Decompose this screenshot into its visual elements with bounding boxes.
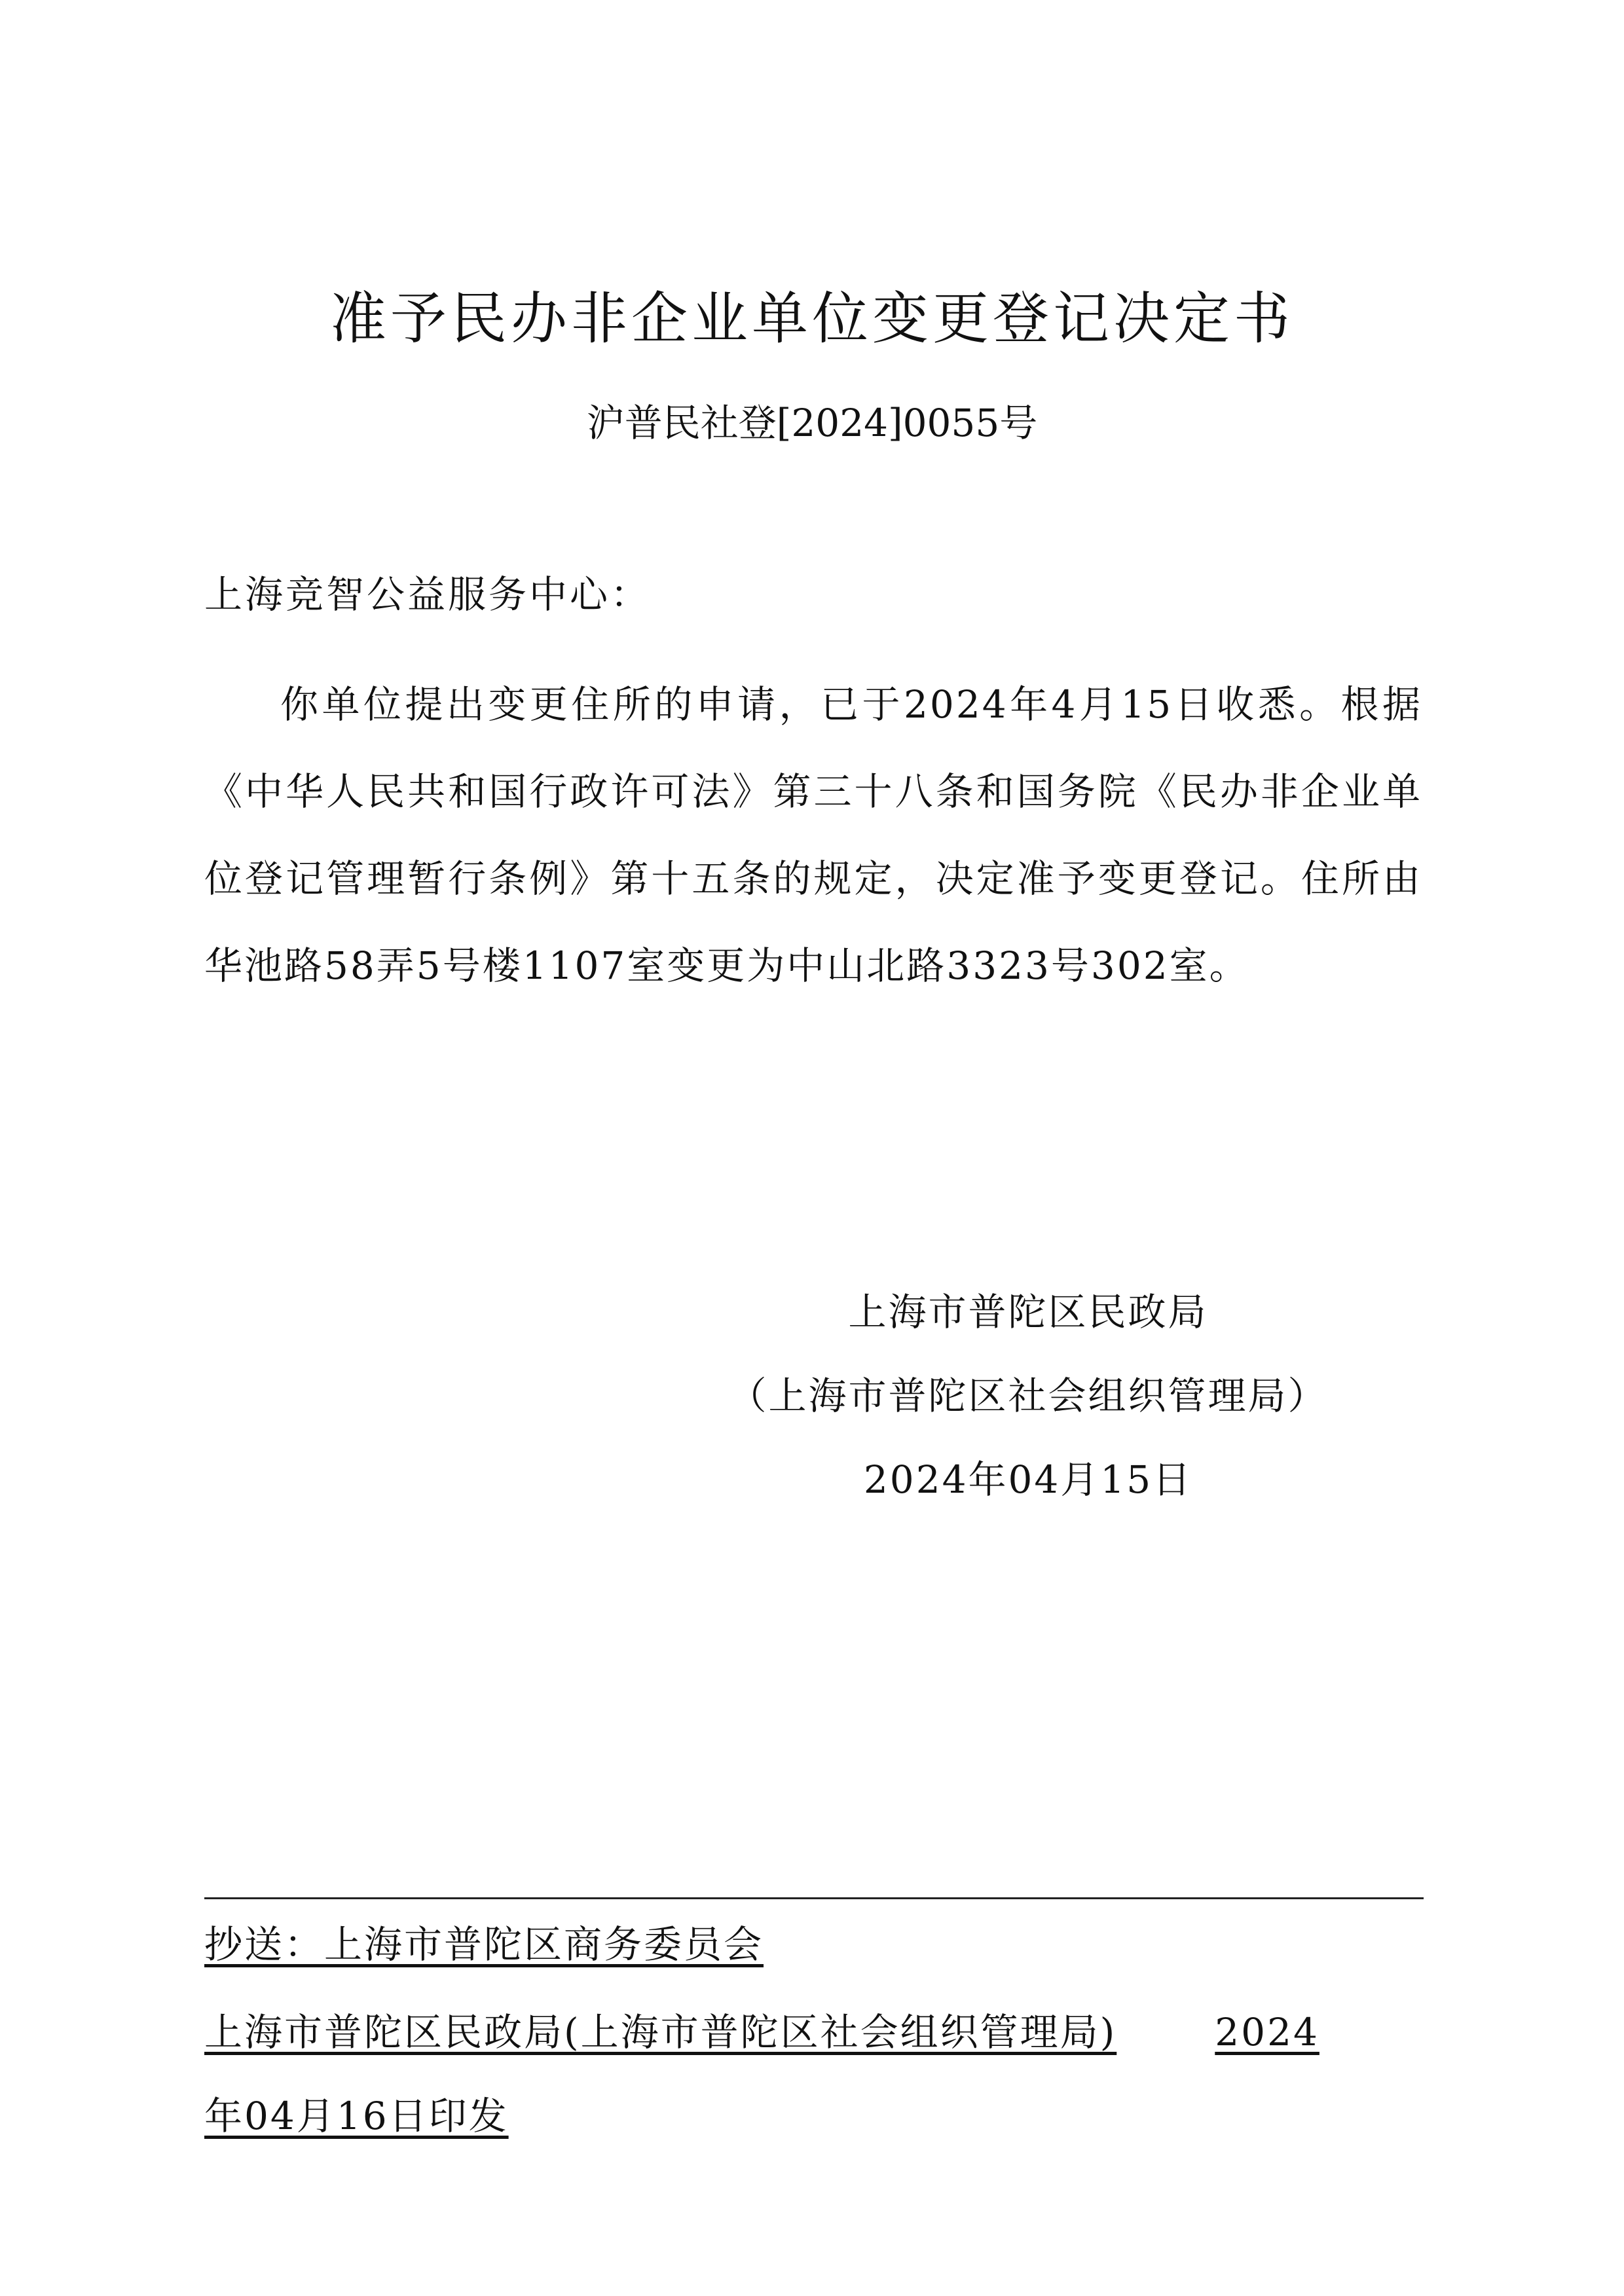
document-title: 准予民办非企业单位变更登记决定书 xyxy=(330,286,1294,352)
footer-divider xyxy=(204,1897,1424,1899)
issue-date: 2024年04月15日 xyxy=(863,1457,1193,1502)
issuer-name: 上海市普陀区民政局 xyxy=(848,1290,1208,1334)
print-date: 年04月16日印发 xyxy=(204,2094,509,2138)
print-year: 2024 xyxy=(1215,2010,1320,2054)
cc-line: 抄送：上海市普陀区商务委员会 xyxy=(204,1922,764,1967)
recipient: 上海竞智公益服务中心： xyxy=(204,572,652,617)
print-info xyxy=(204,1990,1403,2158)
print-line-1 xyxy=(204,1990,1403,2074)
document-number: 沪普民社登[2024]0055号 xyxy=(586,401,1038,445)
print-org: 上海市普陀区民政局(上海市普陀区社会组织管理局) xyxy=(204,2010,1117,2054)
body-paragraph: 你单位提出变更住所的申请，已于2024年4月15日收悉。根据《中华人民共和国行政许可法》第三十八条和国务院《民办非企业单位登记管理暂行条例》第十五条的规定，决定准予变更登记。住所由华池路58弄5号楼1107室变更为中山北路3323号302室。 xyxy=(204,682,1422,988)
issuer-alt-name: （上海市普陀区社会组织管理局） xyxy=(728,1374,1328,1418)
issuer-block xyxy=(668,1270,1388,1522)
